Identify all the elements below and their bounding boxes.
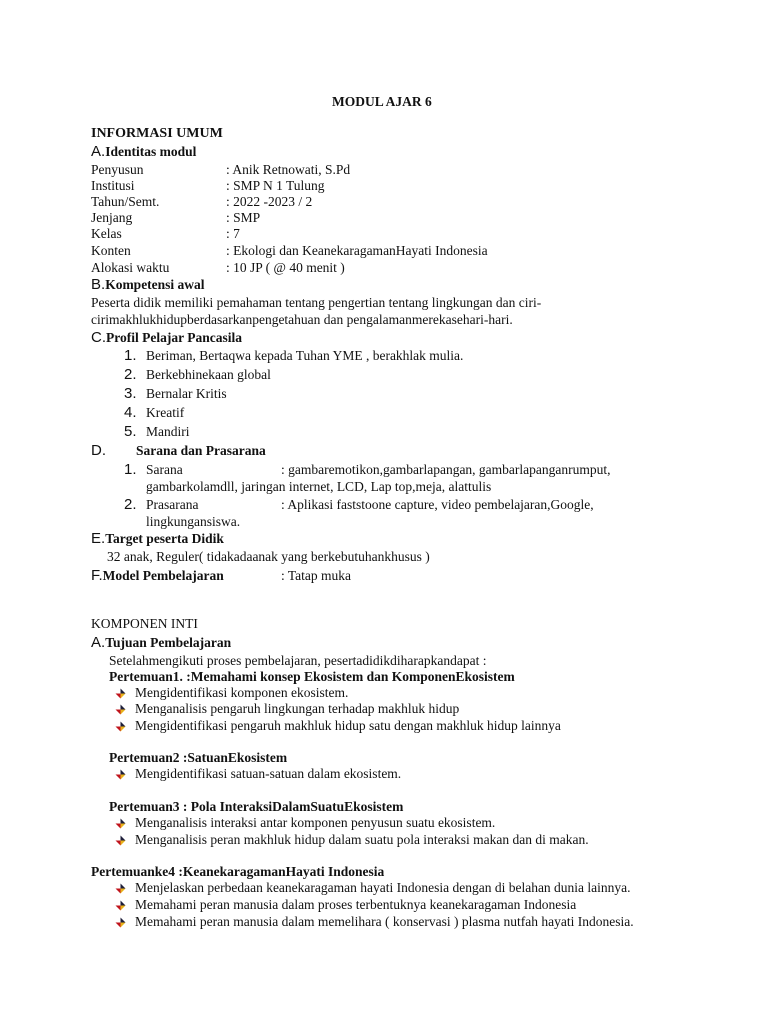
section-title: Identitas modul [105,144,197,159]
identity-value: : 2022 -2023 / 2 [226,194,313,209]
section-title: Sarana dan Prasarana [136,443,266,458]
section-title: Kompetensi awal [105,277,205,292]
identity-value: : SMP N 1 Tulung [226,178,325,193]
list-item: Mandiri [146,424,190,439]
list-item: Memahami peran manusia dalam memelihara ( konservasi ) plasma nutfah hayati Indonesia. [135,914,634,929]
section-letter: C. [91,329,106,346]
section-header-komponen-inti: KOMPONEN INTI [91,616,198,631]
identity-value: : Ekologi dan KeanekaragamanHayati Indonesia [226,243,488,258]
list-item: Menganalisis interaksi antar komponen penyusun suatu ekosistem. [135,815,496,830]
section-letter: F. [91,567,103,584]
facility-value: : gambaremotikon,gambarlapangan, gambarlapanganrumput, [281,462,611,477]
list-item: Kreatif [146,405,185,420]
list-number: 4. [124,404,137,421]
section-title: Profil Pelajar Pancasila [106,330,242,345]
list-number: 1. [124,347,137,364]
identity-label: Kelas [91,226,122,241]
meeting-title: Pertemuan1. :Memahami konsep Ekosistem dan KomponenEkosistem [109,669,515,684]
section-letter: A. [91,143,106,160]
identity-label: Tahun/Semt. [91,194,160,209]
identity-value: : 7 [226,226,240,241]
section-letter: E. [91,530,106,547]
list-item: Mengidentifikasi pengaruh makhluk hidup satu dengan makhluk hidup lainnya [135,718,561,733]
bullet-icon [115,769,126,780]
bullet-icon [115,883,126,894]
list-item: Menjelaskan perbedaan keanekaragaman hayati Indonesia dengan di belahan dunia lainnya. [135,880,631,895]
bullet-icon [115,721,126,732]
list-item: Menganalisis peran makhluk hidup dalam suatu pola interaksi makan dan di makan. [135,832,589,847]
meeting-title: Pertemuan3 : Pola InteraksiDalamSuatuEkosistem [109,799,404,814]
section-f-heading [91,568,224,584]
identity-label: Institusi [91,178,135,193]
identity-label: Konten [91,243,131,258]
tujuan-heading [91,635,231,651]
facility-value-cont: gambarkolamdll, jaringan internet, LCD, Lap top,meja, alattulis [146,479,492,494]
list-item: Memahami peran manusia dalam proses terbentuknya keanekaragaman Indonesia [135,897,577,912]
identity-label: Alokasi waktu [91,260,170,275]
meeting-title: Pertemuan2 :SatuanEkosistem [109,750,288,765]
identity-label: Jenjang [91,210,133,225]
list-item: Mengidentifikasi satuan-satuan dalam ekosistem. [135,766,402,781]
tujuan-intro: Setelahmengikuti proses pembelajaran, pesertadidikdiharapkandapat : [109,653,487,668]
list-item: Mengidentifikasi komponen ekosistem. [135,685,349,700]
list-item: Beriman, Bertaqwa kepada Tuhan YME , berakhlak mulia. [146,348,464,363]
list-item: Berkebhinekaan global [146,367,271,382]
target-text: 32 anak, Reguler( tidakadaanak yang berkebutuhankhusus ) [107,549,430,564]
facility-label: Prasarana [146,497,199,512]
list-number: 3. [124,385,137,402]
identity-label: Penyusun [91,162,144,177]
list-number: 2. [124,496,137,513]
section-c-heading [91,330,242,346]
page-title: MODUL AJAR 6 [332,94,432,109]
facility-value: : Aplikasi faststoone capture, video pembelajaran,Google, [281,497,594,512]
paragraph-line: Peserta didik memiliki pemahaman tentang pengertian tentang lingkungan dan ciri- [91,295,542,310]
list-item: Menganalisis pengaruh lingkungan terhadap makhluk hidup [135,701,460,716]
model-value: : Tatap muka [281,568,352,583]
list-number: 2. [124,366,137,383]
section-title: Model Pembelajaran [102,568,224,583]
list-number: 1. [124,461,137,478]
identity-value: : 10 JP ( @ 40 menit ) [226,260,345,275]
facility-value-cont: lingkungansiswa. [146,514,241,529]
bullet-icon [115,917,126,928]
facility-label: Sarana [146,462,183,477]
section-letter: B. [91,276,106,293]
bullet-icon [115,835,126,846]
bullet-icon [115,704,126,715]
section-b-heading [91,277,205,293]
identity-value: : SMP [226,210,261,225]
identity-value: : Anik Retnowati, S.Pd [226,162,351,177]
section-header-informasi-umum: INFORMASI UMUM [91,126,223,141]
paragraph-line: cirimakhlukhidupberdasarkanpengetahuan dan pengalamanmerekasehari-hari. [91,312,513,327]
section-e-heading [91,531,224,547]
section-letter: A. [91,634,106,651]
list-item: Bernalar Kritis [146,386,227,401]
bullet-icon [115,688,126,699]
section-letter: D. [91,442,106,459]
list-number: 5. [124,423,137,440]
section-title: Tujuan Pembelajaran [105,635,232,650]
section-title: Target peserta Didik [105,531,224,546]
section-a-heading [91,144,196,160]
bullet-icon [115,818,126,829]
meeting-title: Pertemuanke4 :KeanekaragamanHayati Indonesia [91,864,385,879]
bullet-icon [115,900,126,911]
